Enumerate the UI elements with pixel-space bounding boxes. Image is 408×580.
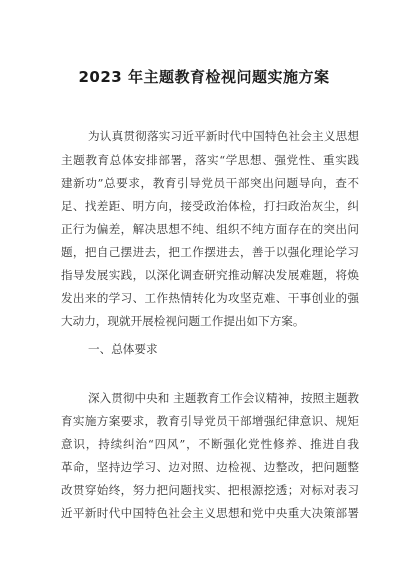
paragraph-line: 大动力，现就开展检视问题工作提出如下方案。 [61,314,305,328]
paragraph-line: 正行为偏差，解决思想不纯、组织不纯方面存在的突出问 [61,222,359,236]
paragraph-line: 发出来的学习、工作热情转化为攻坚克难、干事创业的强 [61,291,359,305]
paragraph-line: 题，把自己摆进去，把工作摆进去，善于以强化理论学习 [61,245,359,259]
paragraph-line: 育实施方案要求，教育引导党员干部增强纪律意识、规矩 [61,414,359,428]
paragraph-line: 为认真贯彻落实习近平新时代中国特色社会主义思想 [88,129,359,143]
paragraph-line: 指导发展实践，以深化调查研究推动解决发展难题，将焕 [61,268,359,282]
paragraph-line: 主题教育总体安排部署，落实“学思想、强党性、重实践 [61,153,359,167]
paragraph-line: 近平新时代中国特色社会主义思想和党中央重大决策部署 [61,506,359,520]
paragraph-line: 建新功”总要求，教育引导党员干部突出问题导向，查不 [61,176,359,190]
paragraph-line: 改贯穿始终，努力把问题找实、把根源挖透；对标对表习 [61,483,359,497]
section-heading: 一、总体要求 [88,342,158,356]
paragraph-line: 意识，持续纠治“四风”，不断强化党性修养、推进自我 [61,437,359,451]
paragraph-line: 足、找差距、明方向，接受政治体检，打扫政治灰尘，纠 [61,199,359,213]
document-title: 2023 年主题教育检视问题实施方案 [78,68,330,86]
paragraph-line: 深入贯彻中央和 主题教育工作会议精神，按照主题教 [88,391,359,405]
paragraph-line: 革命，坚持边学习、边对照、边检视、边整改，把问题整 [61,460,359,474]
